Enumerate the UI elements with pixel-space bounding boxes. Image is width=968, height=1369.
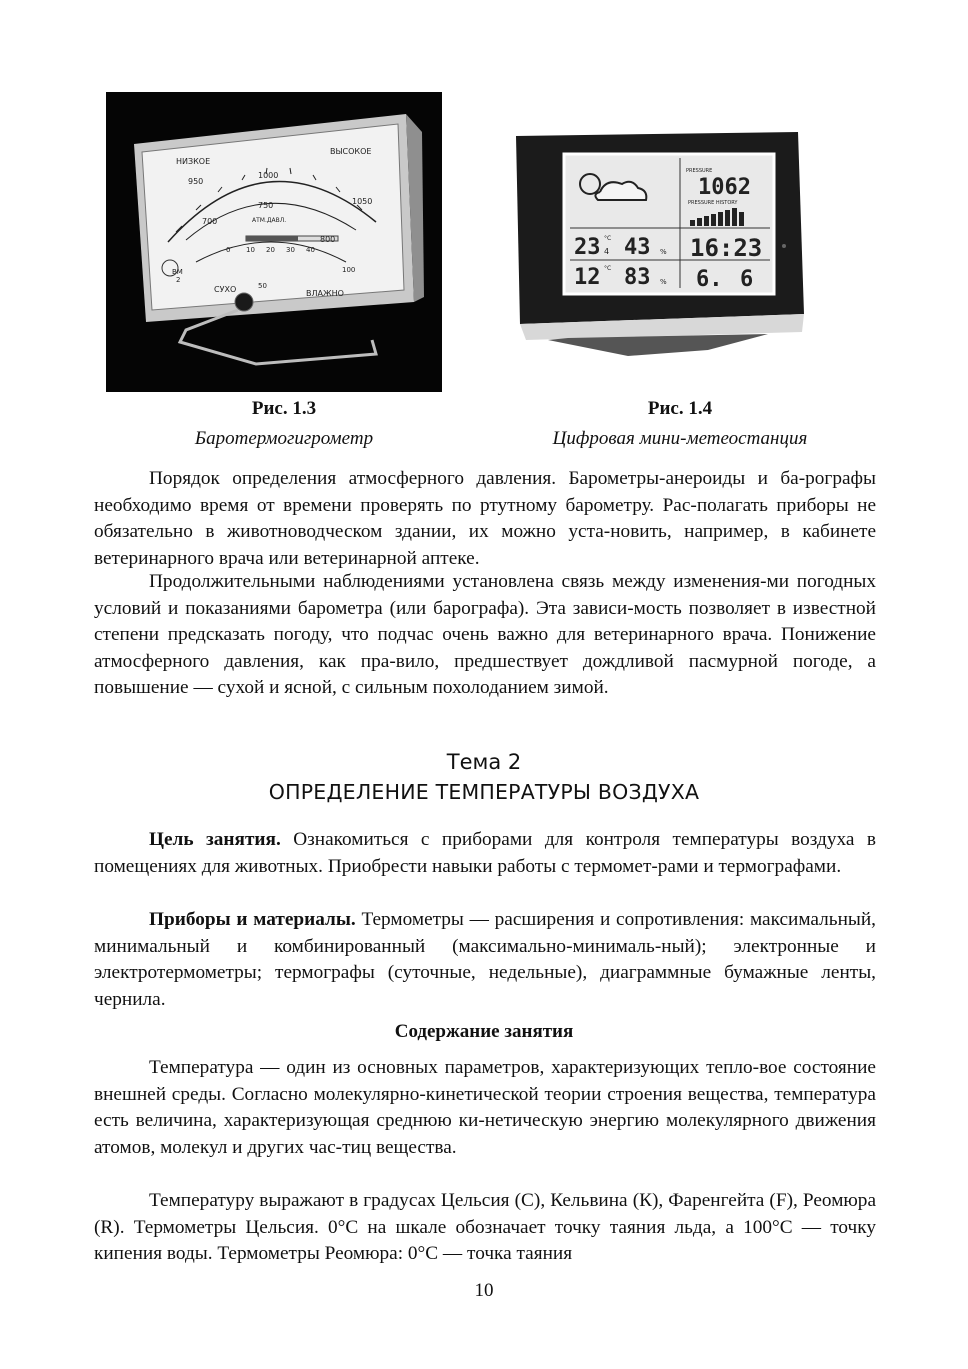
page-number: 10 [474,1280,494,1301]
dial-top-value: 1000 [258,171,279,180]
dial-mark-2: 2 [176,276,181,284]
figure-1-4-number: Рис. 1.4 [647,398,713,419]
outdoor-temp-unit: °C [604,265,612,272]
indoor-humidity-unit: % [660,248,667,256]
figure-1-3-caption: Баротермогигрометр [194,428,374,449]
dial-label-low: НИЗКОЕ [176,157,211,166]
dial-scale-750: 750 [258,201,274,210]
outdoor-humidity: 83 [624,265,651,290]
dial-scale-800: 800 [320,235,336,244]
paragraph-temperature-definition [94,1055,876,1161]
indoor-humidity: 43 [624,235,651,260]
theme-heading: Тема 2 [446,750,522,774]
outdoor-humidity-unit: % [660,278,667,286]
paragraph-temperature-scales [94,1188,876,1268]
dial-unit-label: АТМ.ДАВЛ. [252,217,287,224]
dial-bottom-value: 50 [258,282,267,290]
paragraph-weather-prediction [94,569,876,702]
paragraph-equipment [94,907,876,1013]
dial-scale-700: 700 [202,217,218,226]
equipment-lead: Приборы и материалы. [149,909,356,930]
temperature-definition-text: Температура — один из основных параметров, характеризующих тепло-вое состояние внешней среды. Согласно молекулярно-кинетической теории строения вещества, температура есть величина, характеризующая среднюю ки-нетическую энергию молекулярного движения атомов, молекул и других час-тиц вещества. [94,1057,876,1158]
dial-scale-1050: 1050 [352,197,373,206]
figure-1-4-caption: Цифровая мини-метеостанция [552,428,808,449]
equipment-text: Термометры — расширения и сопротивления: максимальный, минимальный и комбинированный (максимально-минималь-ный); электронные и электротермометры; термографы (суточные, недельные), диаграммные бумажные ленты, чернила. [94,909,876,1010]
dial-scale-950: 950 [188,177,204,186]
paragraph-pressure-procedure-text: Порядок определения атмосферного давления. Барометры-анероиды и ба-рографы необходимо время от времени проверять по ртутному барометру. Рас-полагать приборы не обязательно в животноводческом здании, их можно уста-новить, например, в кабинете ветеринарного врача или ветеринарной аптеке. [94,468,876,569]
temp-scale-10: 10 [246,246,255,254]
temp-scale-0: 0 [226,246,231,254]
indoor-temp-decimal: 4 [604,247,610,256]
indoor-temp-unit: °C [604,235,612,242]
temp-scale-20: 20 [266,246,275,254]
dial-label-wet: ВЛАЖНО [306,289,344,298]
date-month: 6 [740,267,754,292]
pressure-label: PRESSURE [686,168,713,174]
lesson-content-heading: Содержание занятия [394,1021,574,1042]
paragraph-weather-prediction-text: Продолжительными наблюдениями установлена связь между изменения-ми погодных условий и показаниями барометра (или барографа). Эта зависи-мость позволяет в известной степени предсказать погоду, что подчас очень важно для ветеринарного врача. Понижение атмосферного давления, как пра-вило, предшествует дождливой пасмурной погоде, а повышение — сухой и ясной, с сильным похолоданием зимой. [94,571,876,699]
figure-1-3-number: Рис. 1.3 [251,398,317,419]
indoor-temp: 23 [574,235,601,260]
paragraph-lesson-goal [94,827,876,880]
pressure-value: 1062 [698,175,751,200]
dial-side-value: 100 [342,266,356,274]
weather-station-image [508,128,808,360]
barothermohygrometer-image [106,92,442,392]
temperature-scales-text: Температуру выражают в градусах Цельсия (С), Кельвина (К), Фаренгейта (F), Реомюра (R). Термометры Цельсия. 0°С на шкале обозначает точку таяния льда, а 100°С — точку кипения воды. Термометры Реомюра: 0°С — точка таяния [94,1190,876,1265]
dial-mark-bm: BM [172,268,183,276]
pressure-history-label: PRESSURE HISTORY [688,200,738,206]
temp-scale-30: 30 [286,246,295,254]
temp-scale-40: 40 [306,246,315,254]
figure-weather-station [508,128,808,360]
sensor-dot-icon [782,244,786,248]
figure-barothermohygrometer [106,92,442,392]
dial-label-dry: СУХО [214,285,237,294]
outdoor-temp: 12 [574,265,601,290]
dial-label-high: ВЫСОКОЕ [330,147,372,156]
theme-title: ОПРЕДЕЛЕНИЕ ТЕМПЕРАТУРЫ ВОЗДУХА [268,780,700,804]
lesson-goal-lead: Цель занятия. [149,829,281,850]
lesson-goal-text: Ознакомиться с приборами для контроля температуры воздуха в помещениях для животных. Приобрести навыки работы с термомет-рами и термографами. [94,829,876,877]
paragraph-pressure-procedure [94,466,876,572]
clock-time: 16:23 [690,234,763,262]
knob-icon [235,293,253,311]
date-day: 6. [696,267,723,292]
